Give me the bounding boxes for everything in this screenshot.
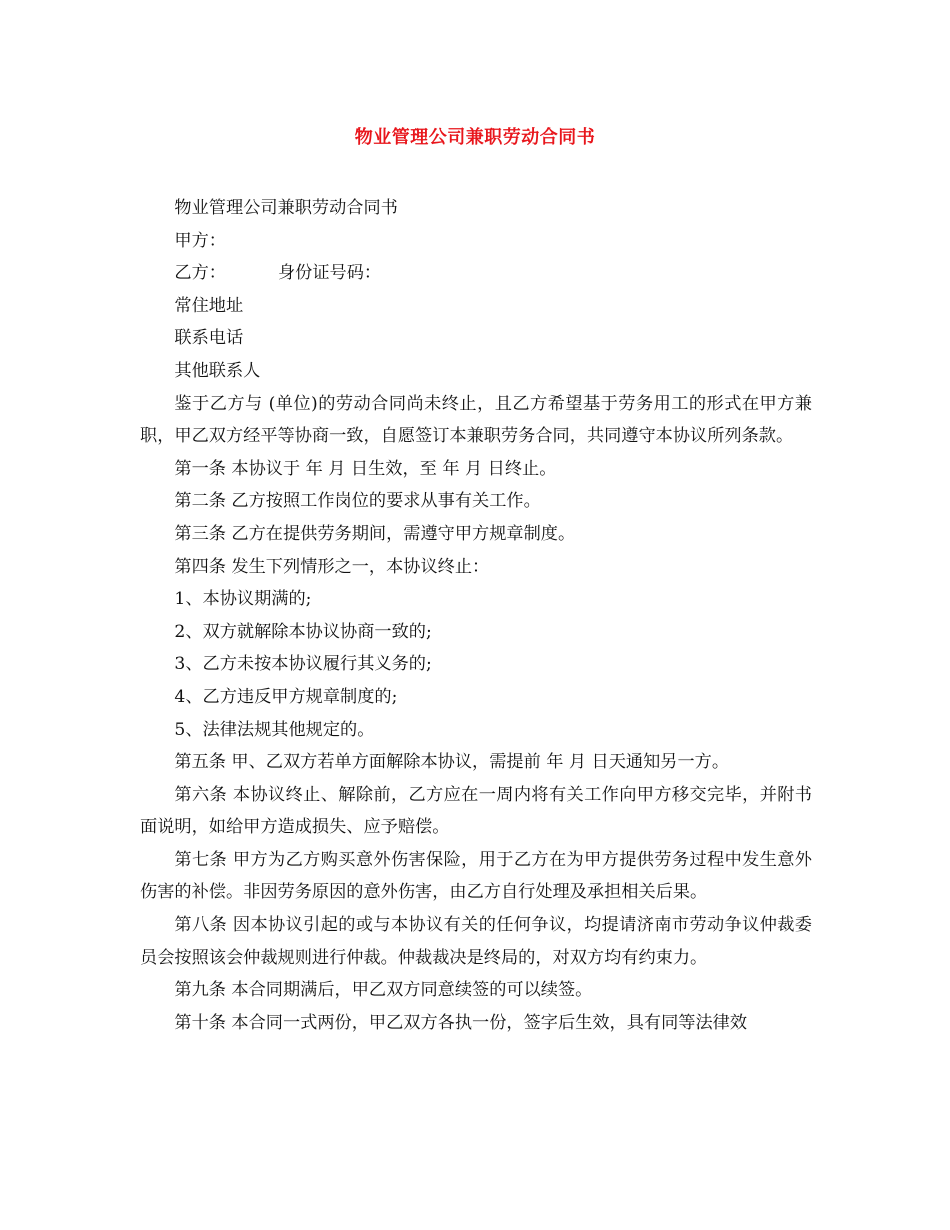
paragraph-heading: 物业管理公司兼职劳动合同书 [174, 198, 398, 218]
document-title: 物业管理公司兼职劳动合同书 [354, 127, 596, 148]
list-item: 2、双方就解除本协议协商一致的; [174, 621, 432, 642]
article-3: 第三条 乙方在提供劳务期间，需遵守甲方规章制度。 [174, 523, 576, 544]
party-a-field: 甲方： [174, 230, 226, 251]
other-contact-field: 其他联系人 [174, 360, 261, 381]
article-2: 第二条 乙方按照工作岗位的要求从事有关工作。 [174, 491, 541, 512]
list-item: 5、法律法规其他规定的。 [174, 719, 375, 740]
document-body [140, 192, 812, 1039]
article-4: 第四条 发生下列情形之一，本协议终止： [174, 556, 490, 577]
article-5: 第五条 甲、乙双方若单方面解除本协议，需提前 年 月 日天通知另一方。 [174, 752, 730, 773]
article-8: 第八条 因本协议引起的或与本协议有关的任何争议，均提请济南市劳动争议仲裁委员会按照该会仲裁规则进行仲裁。仲裁裁决是终局的，对双方均有约束力。 [140, 915, 812, 968]
article-6: 第六条 本协议终止、解除前，乙方应在一周内将有关工作向甲方移交完毕，并附书面说明，如给甲方造成损失、应予赔偿。 [140, 784, 812, 838]
article-9: 第九条 本合同期满后，甲乙双方同意续签的可以续签。 [174, 980, 593, 1001]
article-7: 第七条 甲方为乙方购买意外伤害保险，用于乙方在为甲方提供劳务过程中发生意外伤害的补偿。非因劳务原因的意外伤害，由乙方自行处理及承担相关后果。 [140, 849, 812, 903]
list-item: 3、乙方未按本协议履行其义务的; [174, 654, 432, 675]
preamble-paragraph: 鉴于乙方与 (单位)的劳动合同尚未终止，且乙方希望基于劳务用工的形式在甲方兼职，甲乙双方经平等协商一致，自愿签订本兼职劳务合同，共同遵守本协议所列条款。 [140, 393, 812, 447]
list-item: 4、乙方违反甲方规章制度的; [174, 686, 398, 707]
party-b-field: 乙方： [174, 263, 226, 284]
list-item: 1、本协议期满的; [174, 589, 312, 610]
id-number-field: 身份证号码： [277, 263, 382, 284]
phone-field: 联系电话 [174, 328, 244, 349]
article-10: 第十条 本合同一式两份，甲乙双方各执一份，签字后生效，具有同等法律效 [174, 1012, 748, 1033]
address-field: 常住地址 [174, 295, 244, 316]
article-1: 第一条 本协议于 年 月 日生效，至 年 月 日终止。 [174, 458, 557, 479]
party-b-line [140, 257, 812, 290]
